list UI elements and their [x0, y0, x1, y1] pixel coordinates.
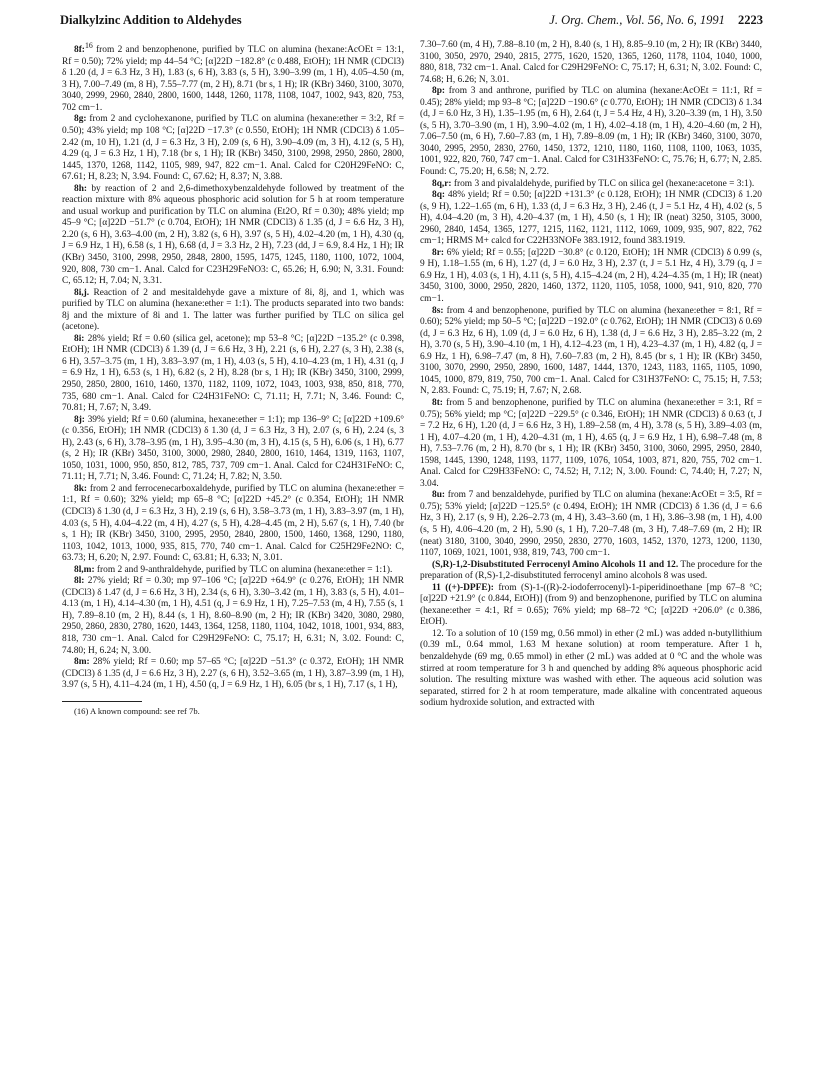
paragraph	[62, 334, 404, 415]
paragraph-text: 6% yield; Rf = 0.55; [α]22D −30.8° (c 0.120, EtOH); 1H NMR (CDCl3) δ 0.99 (s, 9 H), 1.18–1.55 (m, 6 H), 1.27 (d, J = 6.0 Hz, 3 H), 2.37 (t, J = 5.1 Hz, 4 H), 3.79 (q, J = 6.9 Hz, 1 H), 4.03 (s, 1 H), 4.11 (s, 5 H), 4.15–4.24 (m, 2 H), 4.24–4.35 (m, 1 H); IR (neat) 3450, 3100, 3000, 2950, 2820, 1460, 1372, 1120, 1105, 1058, 1000, 941, 910, 820, 770 cm−1.	[420, 247, 762, 305]
journal-citation	[549, 13, 763, 28]
paragraph	[62, 565, 404, 577]
journal-name: J. Org. Chem., Vol. 56, No. 6, 1991	[549, 13, 725, 27]
paragraph-text: 48% yield; Rf = 0.50; [α]22D +131.3° (c 0.128, EtOH); 1H NMR (CDCl3) δ 1.20 (s, 9 H), 1.22–1.65 (m, 6 H), 1.33 (d, J = 6.3 Hz, 3 H), 2.46 (t, J = 5.1 Hz, 4 H), 4.02 (s, 5 H), 4.04–4.20 (m, 3 H), 4.20–4.37 (m, 1 H), 4.50 (s, 1 H); IR (neat) 3250, 3105, 3000, 2960, 2840, 1454, 1365, 1277, 1215, 1162, 1121, 1112, 1069, 1009, 935, 907, 822, 762 cm−1; HRMS M+ calcd for C22H33NOFe 383.1912, found 383.1919.	[420, 190, 762, 247]
paragraph	[420, 490, 762, 559]
compound-id: 8j:	[74, 414, 85, 425]
paragraph	[420, 40, 762, 86]
paragraph	[62, 576, 404, 657]
paragraph	[420, 629, 762, 710]
compound-id: 8m:	[74, 657, 90, 668]
paragraph	[62, 114, 404, 183]
paragraph	[62, 288, 404, 334]
paragraph-text: 28% yield; Rf = 0.60; mp 57–65 °C; [α]22D −51.3° (c 0.372, EtOH); 1H NMR (CDCl3) δ 1.35 (d, J = 6.6 Hz, 3 H), 2.27 (s, 6 H), 3.52–3.65 (m, 1 H), 3.87–3.99 (m, 1 H), 3.97 (s, 5 H), 4.11–4.24 (m, 1 H), 4.50 (q, J = 6.9 Hz, 1 H), 6.05 (br s, 1 H), 7.17 (s, 1 H),	[62, 657, 404, 691]
compound-id: 8k:	[74, 483, 88, 494]
paragraph-text: from 2 and 9-anthraldehyde, purified by TLC on alumina (hexane:ether = 1:1).	[94, 564, 393, 575]
paragraph	[62, 415, 404, 484]
compound-id: 8t:	[432, 397, 443, 408]
paragraph	[420, 179, 762, 191]
paragraph-text: 12. To a solution of 10 (159 mg, 0.56 mmol) in ether (2 mL) was added n-butyllithium (0.39 mL, 0.64 mmol, 1.63 M hexane solution) at room temperature. After 1 h, benzaldehyde (69 mg, 0.65 mmol) in ether (2 mL) was added at 0 °C and the whole was stirred at room temperature for 3 h and quenched by adding 8% aqueous phosphoric acid solution. The resulting mixture was washed with ether. The aqueous acid solution was separated, stirred for 2 h at room temperature, made alkaline with concentrated aqueous sodium hydroxide solution, and extracted with	[420, 628, 762, 709]
paragraph-text: from 3 and pivalaldehyde, purified by TLC on silica gel (hexane:acetone = 3:1).	[451, 178, 755, 189]
footnote: (16) A known compound: see ref 7b.	[74, 705, 200, 716]
compound-id: 8s:	[432, 305, 444, 316]
section-heading: (S,R)-1,2-Disubstituted Ferrocenyl Amino Alcohols 11 and 12.	[432, 559, 679, 570]
paragraph	[62, 484, 404, 565]
paragraph-text: from 4 and benzophenone, purified by TLC on alumina (hexane:ether = 8:1, Rf = 0.60); 52% yield; mp 50–5 °C; [α]22D −192.0° (c 0.762, EtOH); 1H NMR (CDCl3) δ 0.69 (d, J = 6.3 Hz, 6 H), 1.09 (d, J = 6.0 Hz, 6 H), 1.38 (d, J = 6.6 Hz, 3 H), 2.85–3.22 (m, 2 H), 3.70 (s, 5 H), 3.90–4.10 (m, 1 H), 4.12–4.23 (m, 1 H), 4.23–4.37 (m, 1 H), 4.82 (q, J = 6.9 Hz, 1 H), 6.98–7.47 (m, 8 H), 7.60–7.83 (m, 2 H), 8.45 (br s, 1 H); IR (KBr) 3450, 3100, 3070, 2990, 2950, 2890, 1600, 1487, 1444, 1370, 1243, 1183, 1165, 1105, 1090, 1045, 1000, 879, 819, 750, 700 cm−1. Anal. Calcd for C31H37FeNO: C, 75.15; H, 7.53; N, 2.83. Found: C, 75.19; H, 7.67; N, 2.68.	[420, 305, 762, 397]
paragraph-text: by reaction of 2 and 2,6-dimethoxybenzaldehyde followed by treatment of the reaction mixture with 8% aqueous phosphoric acid solution for 5 h at room temperature and usual workup and purification by TLC on alumina (Et2O, Rf = 0.30); 48% yield; mp 45–9 °C; [α]22D −51.7° (c 0.704, EtOH); 1H NMR (CDCl3) δ 1.35 (d, J = 6.6 Hz, 3 H), 2.20 (s, 6 H), 3.63–4.00 (m, 2 H), 3.82 (s, 6 H), 3.97 (s, 5 H), 4.02–4.20 (m, 1 H), 4.30 (q, J = 6.9 Hz, 1 H), 6.58 (s, 1 H), 6.68 (d, J = 3.3 Hz, 2 H), 7.23 (dd, J = 6.9, 8.4 Hz, 1 H); IR (KBr) 3450, 3100, 2998, 2950, 2848, 2800, 1595, 1475, 1245, 1180, 1100, 1072, 1004, 920, 808, 730 cm−1. Anal. Calcd for C23H29FeNO3: C, 65.26; H, 6.90; N, 3.31. Found: C, 65.12; H, 7.04; N, 3.31.	[62, 183, 404, 287]
left-column	[62, 40, 404, 1050]
paragraph	[420, 190, 762, 248]
reference-mark: 16	[84, 41, 93, 50]
compound-id: 8g:	[74, 114, 87, 125]
paragraph	[420, 306, 762, 398]
compound-id: 8l,m:	[74, 564, 95, 575]
compound-id: 8q,r:	[432, 178, 452, 189]
compound-id: 8i,j.	[74, 287, 90, 298]
paragraph	[420, 583, 762, 629]
compound-id: 8f:	[74, 45, 85, 56]
paragraph-text: 27% yield; Rf = 0.30; mp 97–106 °C; [α]22D +64.9° (c 0.276, EtOH); 1H NMR (CDCl3) δ 1.47 (d, J = 6.6 Hz, 3 H), 2.34 (s, 6 H), 3.30–3.42 (m, 1 H), 3.83 (s, 5 H), 4.01–4.13 (m, 1 H), 4.14–4.30 (m, 1 H), 4.51 (q, J = 6.9 Hz, 1 H), 7.25–7.53 (m, 4 H), 7.55 (s, 1 H), 7.89–8.10 (m, 2 H), 8.44 (s, 1 H), 8.60–8.90 (m, 2 H); IR (KBr) 3420, 3080, 2980, 2950, 2860, 2830, 2780, 1620, 1443, 1364, 1258, 1180, 1104, 1042, 1018, 1001, 934, 883, 818, 730 cm−1. Anal. Calcd for C29H29FeNO: C, 75.17; H, 6.31; N, 3.02. Found: C, 74.80; H, 6.24; N, 3.00.	[62, 576, 404, 656]
paragraph	[420, 248, 762, 306]
footnote-rule	[62, 701, 142, 702]
paragraph-text: The procedure for the preparation of (R,S)-1,2-disubstituted ferrocenyl amino alcohols 8 was used.	[420, 559, 762, 582]
running-title: Dialkylzinc Addition to Aldehydes	[60, 13, 242, 27]
paragraph-text: from 2 and ferrocenecarboxaldehyde, purified by TLC on alumina (hexane:ether = 1:1, Rf = 0.60); 32% yield; mp 65–8 °C; [α]22D +45.2° (c 0.354, EtOH); 1H NMR (CDCl3) δ 1.30 (d, J = 6.3 Hz, 3 H), 2.19 (s, 6 H), 3.58–3.73 (m, 1 H), 3.83–3.97 (m, 1 H), 4.03 (s, 5 H), 4.04–4.22 (m, 4 H), 4.27 (s, 5 H), 4.28–4.45 (m, 2 H), 5.67 (s, 1 H), 7.40 (br s, 1 H); IR (KBr) 3450, 3100, 2995, 2950, 2840, 2800, 1500, 1460, 1368, 1290, 1180, 1103, 1042, 1013, 1000, 935, 815, 770, 740 cm−1. Anal. Calcd for C25H29Fe2NO: C, 63.73; H, 6.20; N, 2.97. Found: C, 63.81; H, 6.33; N, 3.01.	[62, 483, 404, 564]
paragraph-text: 28% yield; Rf = 0.60 (silica gel, acetone); mp 53–8 °C; [α]22D −135.2° (c 0.398, EtOH); 1H NMR (CDCl3) δ 1.39 (d, J = 6.6 Hz, 3 H), 2.21 (s, 6 H), 2.27 (s, 3 H), 2.38 (s, 6 H), 3.57–3.75 (m, 1 H), 3.83–3.97 (m, 1 H), 4.03 (s, 5 H), 4.10–4.23 (m, 1 H), 4.31 (q, J = 6.9 Hz, 1 H), 6.53 (s, 1 H), 6.82 (s, 2 H), 8.28 (br s, 1 H); IR (KBr) 3450, 3100, 2999, 2950, 2850, 2800, 1610, 1460, 1370, 1182, 1109, 1072, 1043, 1003, 938, 850, 818, 770, 735, 680 cm−1. Anal. Calcd for C24H31FeNO: C, 71.11; H, 7.71; N, 3.46. Found: C, 70.81; H, 7.67; N, 3.49.	[62, 333, 404, 414]
paragraph-text: from (S)-1-((R)-2-iodoferrocenyl)-1-piperidinoethane [mp 67–8 °C; [α]22D +21.9° (c 0.844, EtOH)] (from 9) and benzophenone, purified by TLC on alumina (hexane:ether = 4:1, Rf = 0.65); 76% yield; mp 68–72 °C; [α]22D +206.0° (c 0.386, EtOH).	[420, 582, 762, 628]
paragraph	[420, 560, 762, 583]
paragraph	[62, 657, 404, 692]
right-column	[420, 40, 762, 1050]
compound-id: 8p:	[432, 86, 446, 97]
page-number: 2223	[738, 13, 763, 27]
compound-id: 8i:	[74, 333, 85, 344]
paragraph	[62, 40, 404, 114]
paragraph-text: from 7 and benzaldehyde, purified by TLC on alumina (hexane:AcOEt = 3:5, Rf = 0.75); 53% yield; [α]22D −125.5° (c 0.494, EtOH); 1H NMR (CDCl3) δ 1.36 (d, J = 6.6 Hz, 3 H), 2.17 (s, 9 H), 2.26–2.73 (m, 4 H), 3.43–3.60 (m, 1 H), 3.86–3.98 (m, 1 H), 4.00 (s, 5 H), 4.06–4.20 (m, 2 H), 5.90 (s, 1 H), 7.20–7.48 (m, 3 H), 7.48–7.69 (m, 2 H); IR (neat) 3180, 3100, 3040, 2990, 2950, 2830, 2770, 1603, 1452, 1370, 1273, 1200, 1130, 1107, 1069, 1021, 1001, 938, 819, 743, 700 cm−1.	[420, 490, 762, 559]
compound-id: 8h:	[74, 183, 88, 194]
paragraph-text: from 3 and anthrone, purified by TLC on alumina (hexane:AcOEt = 11:1, Rf = 0.45); 28% yield; mp 93–8 °C; [α]22D −190.6° (c 0.770, EtOH); 1H NMR (CDCl3) δ 1.34 (d, J = 6.0 Hz, 3 H), 1.35–1.95 (m, 6 H), 2.64 (t, J = 5.4 Hz, 4 H), 3.20–3.39 (m, 1 H), 3.50 (s, 5 H), 3.70–3.90 (m, 1 H), 3.90–4.02 (m, 1 H), 4.02–4.18 (m, 1 H), 4.20–4.60 (m, 2 H), 7.06–7.50 (m, 6 H), 7.60–7.83 (m, 1 H), 7.89–8.09 (m, 1 H); IR (KBr) 3460, 3100, 3070, 3040, 2995, 2950, 2830, 2760, 1450, 1372, 1210, 1180, 1160, 1108, 1100, 1063, 1035, 1001, 922, 820, 760, 747 cm−1. Anal. Calcd for C31H33FeNO: C, 75.76; H, 6.77; N, 2.85. Found: C, 75.20; H, 6.58; N, 2.72.	[420, 86, 762, 178]
paragraph-text: from 5 and benzophenone, purified by TLC on alumina (hexane:ether = 3:1, Rf = 0.75); 56% yield; mp °C; [α]22D −229.5° (c 0.346, EtOH); 1H NMR (CDCl3) δ 0.63 (t, J = 7.2 Hz, 6 H), 1.20 (d, J = 6.6 Hz, 3 H), 1.89–2.58 (m, 4 H), 3.78 (s, 5 H), 3.89–4.03 (m, 1 H), 4.07–4.20 (m, 1 H), 4.20–4.31 (m, 1 H), 4.65 (q, J = 6.9 Hz, 1 H), 6.98–7.48 (m, 8 H), 7.53–7.76 (m, 2 H), 8.70 (br s, 1 H); IR (KBr) 3450, 3100, 3060, 2995, 2950, 2840, 1598, 1445, 1390, 1248, 1193, 1177, 1109, 1076, 1054, 1003, 871, 820, 755, 702 cm−1. Anal. Calcd for C29H33FeNO: C, 74.52; H, 7.12; N, 3.00. Found: C, 74.40; H, 7.27; N, 3.04.	[420, 397, 762, 489]
paragraph	[420, 86, 762, 178]
running-header	[60, 13, 763, 31]
paragraph	[420, 398, 762, 490]
paragraph-text: Reaction of 2 and mesitaldehyde gave a mixture of 8i, 8j, and 1, which was purified by TLC on alumina (hexane:ether = 1:1). The products separated into two bands: 8j and the mixture of 8i and 1. The latter was further purified by TLC on silica gel (acetone).	[62, 287, 404, 333]
paragraph-text: 39% yield; Rf = 0.60 (alumina, hexane:ether = 1:1); mp 136–9° C; [α]22D +109.6° (c 0.356, EtOH); 1H NMR (CDCl3) δ 1.30 (d, J = 6.3 Hz, 3 H), 2.07 (s, 6 H), 2.24 (s, 3 H), 2.43 (s, 6 H), 3.78–3.95 (m, 1 H), 3.95–4.30 (m, 3 H), 4.15 (s, 5 H), 6.06 (s, 1 H), 6.77 (s, 2 H); IR (KBr) 3450, 3100, 3000, 2980, 2840, 2800, 1610, 1464, 1319, 1163, 1107, 1050, 1031, 1000, 950, 850, 812, 785, 737, 709 cm−1. Anal. Calcd for C24H31FeNO: C, 71.11; H, 7.71; N, 3.46. Found: C, 71.24; H, 7.82; N, 3.50.	[62, 414, 404, 483]
paragraph-text: 7.30–7.60 (m, 4 H), 7.88–8.10 (m, 2 H), 8.40 (s, 1 H), 8.85–9.10 (m, 2 H); IR (KBr) 3440, 3100, 3050, 2970, 2940, 2815, 2775, 1620, 1520, 1365, 1260, 1178, 1104, 1040, 1000, 880, 818, 732 cm−1. Anal. Calcd for C29H29FeNO: C, 75.17; H, 6.31; N, 3.02. Found: C, 74.68; H, 6.26; N, 3.01.	[420, 40, 762, 85]
paragraph	[62, 184, 404, 288]
compound-id: 8q:	[432, 190, 446, 201]
paragraph-text: from 2 and benzophenone, purified by TLC on alumina (hexane:AcOEt = 13:1, Rf = 0.50); 72% yield; mp 44–54 °C; [α]22D −182.8° (c 0.488, EtOH); 1H NMR (CDCl3) δ 1.20 (d, J = 6.3 Hz, 3 H), 1.83 (s, 6 H), 3.83 (s, 5 H), 3.90–3.99 (m, 1 H), 4.05–4.50 (m, 3 H), 7.00–7.49 (m, 8 H), 7.55–7.77 (m, 2 H), 8.71 (br s, 1 H); IR (KBr) 3460, 3100, 3070, 3040, 2999, 2960, 2840, 2800, 1600, 1448, 1260, 1178, 1108, 1047, 1002, 943, 820, 753, 702 cm−1.	[62, 45, 404, 113]
compound-id: 11 ((+)-DPFE):	[432, 582, 494, 593]
paragraph-text: from 2 and cyclohexanone, purified by TLC on alumina (hexane:ether = 3:2, Rf = 0.50); 43% yield; mp 108 °C; [α]22D −17.3° (c 0.550, EtOH); 1H NMR (CDCl3) δ 1.05–2.42 (m, 10 H), 1.21 (d, J = 6.3 Hz, 3 H), 2.09 (s, 6 H), 3.90–4.09 (m, 3 H), 4.12 (s, 5 H), 4.29 (q, J = 6.3 Hz, 1 H), 7.18 (br s, 1 H); IR (KBr) 3450, 3100, 2998, 2950, 2860, 2800, 1445, 1370, 1268, 1142, 1105, 989, 947, 822 cm−1. Anal. Calcd for C20H29FeNO: C, 67.61; H, 8.23; N, 3.94. Found: C, 67.62; H, 8.37; N, 3.88.	[62, 114, 404, 183]
compound-id: 8r:	[432, 247, 444, 258]
compound-id: 8u:	[432, 490, 446, 501]
compound-id: 8l:	[74, 576, 85, 587]
